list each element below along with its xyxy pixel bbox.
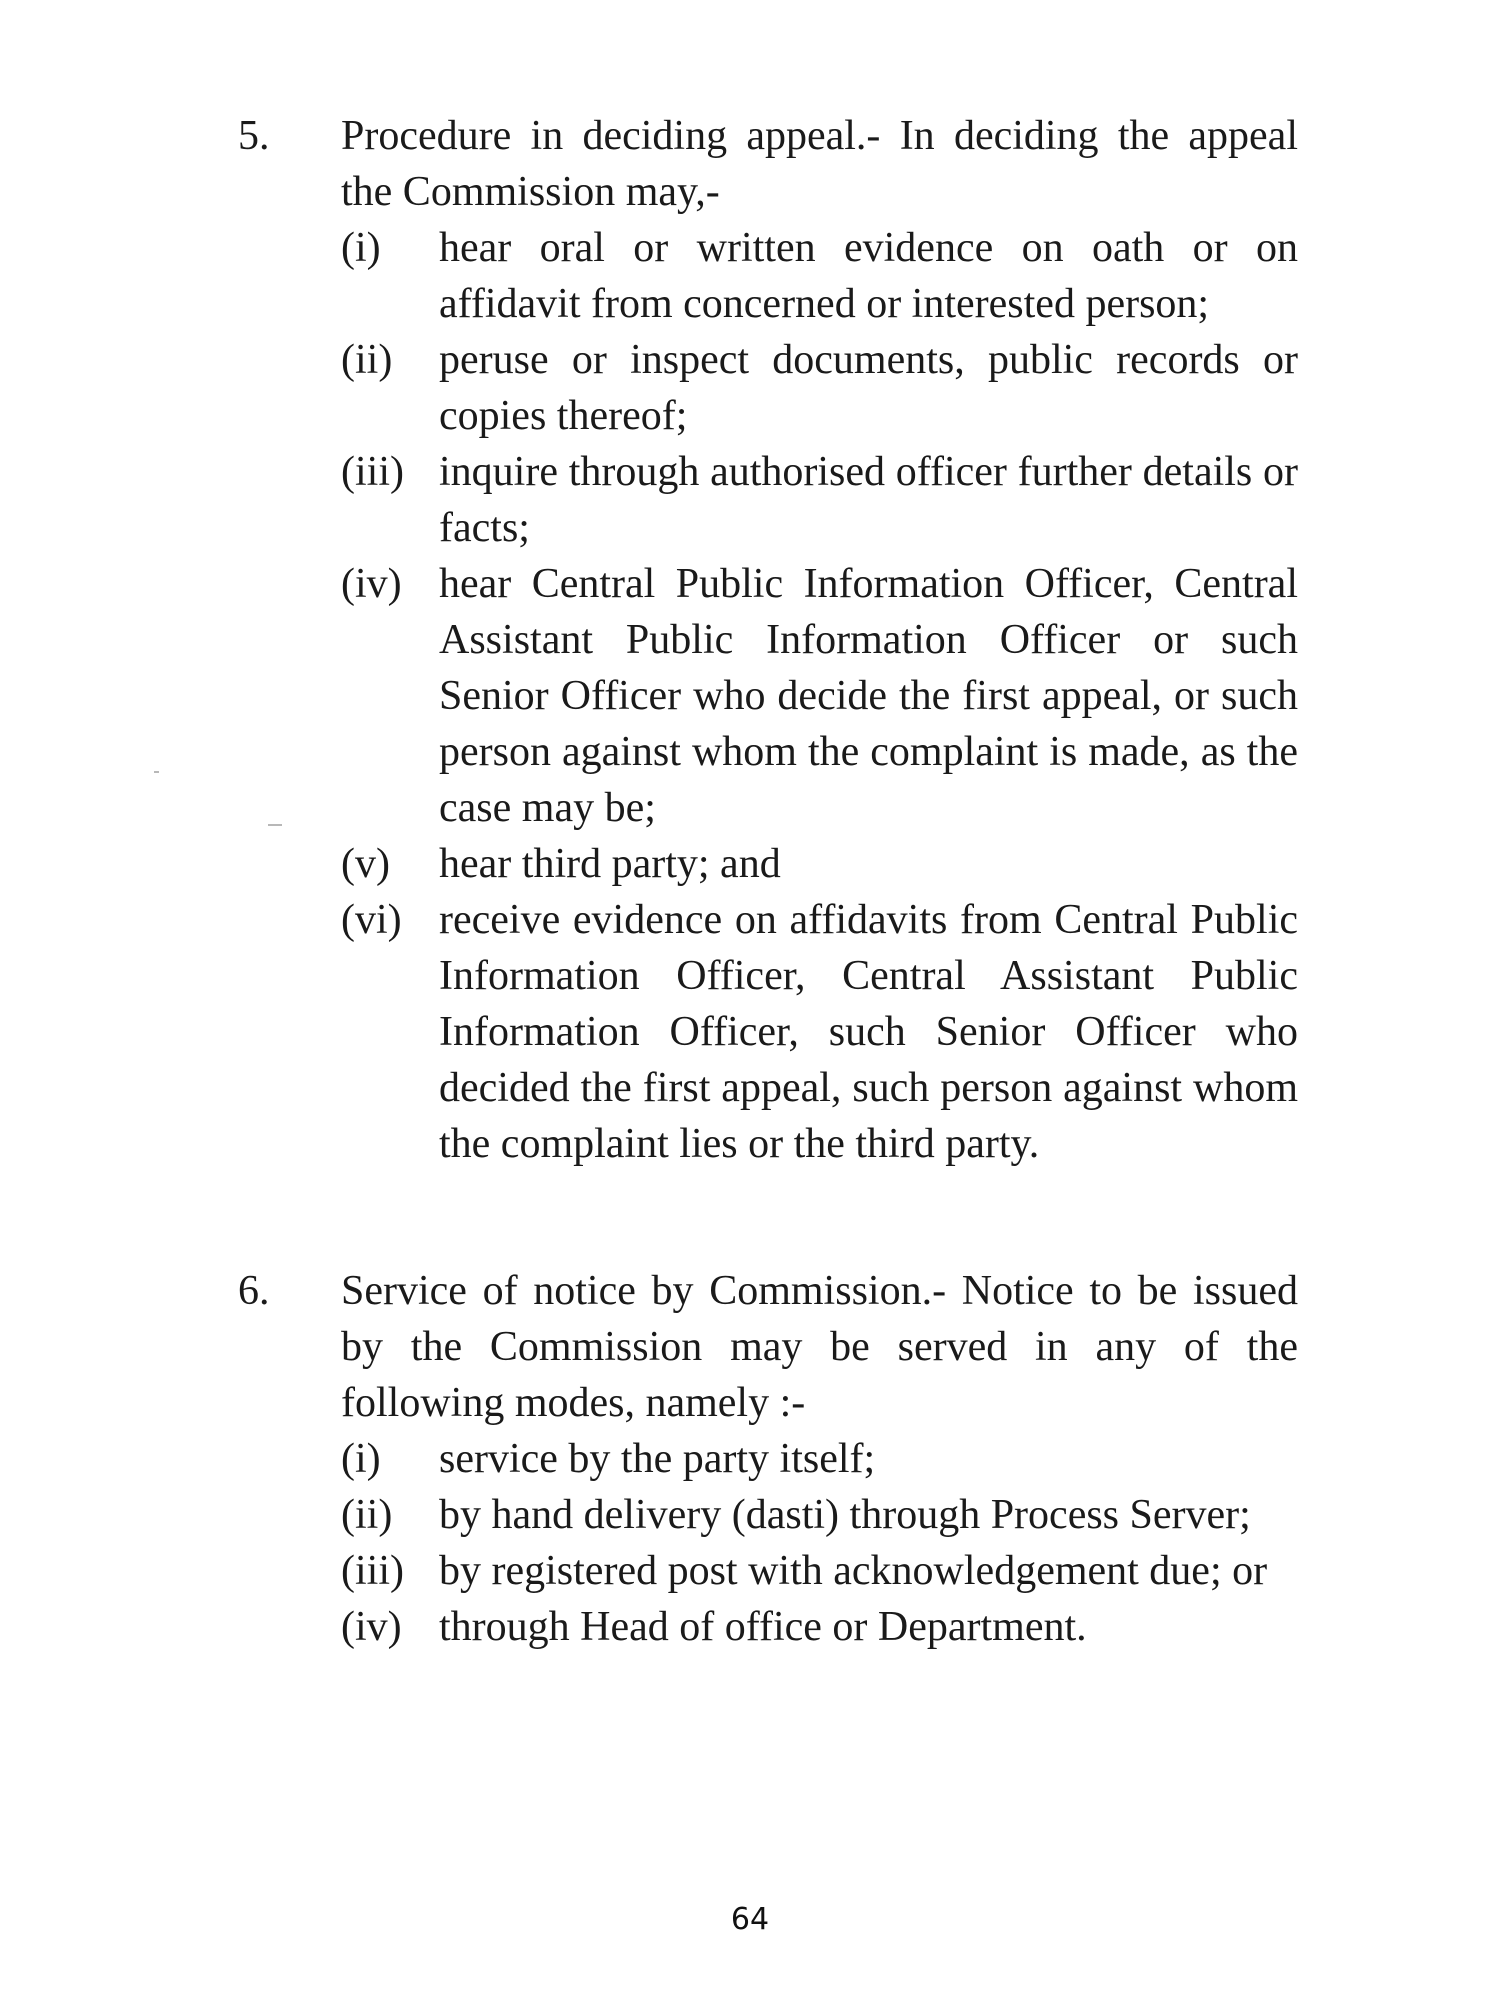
section-6	[238, 1263, 1298, 1655]
clause-text: inquire through authorised officer further details or facts;	[439, 449, 1298, 551]
clause-text: by registered post with acknowledgement due; or	[439, 1548, 1268, 1594]
clause-label: (v)	[341, 841, 390, 887]
section-number: 5.	[238, 113, 270, 159]
clause-item	[341, 556, 1298, 836]
clause-text: hear oral or written evidence on oath or on affidavit from concerned or interested person;	[439, 225, 1298, 327]
section-number: 6.	[238, 1268, 270, 1314]
clause-text: hear third party; and	[439, 841, 781, 887]
clause-label: (iv)	[341, 561, 402, 607]
margin-mark	[154, 771, 159, 773]
clause-text: service by the party itself;	[439, 1436, 876, 1482]
clause-text: receive evidence on affidavits from Central Public Information Officer, Central Assistant Public Information Officer, such Senior Officer who decided the first appeal, such person against whom the complaint lies or the third party.	[439, 897, 1298, 1167]
clause-label: (iii)	[341, 1548, 404, 1594]
clause-item	[341, 892, 1298, 1172]
section-body	[341, 1263, 1298, 1655]
section-heading: Procedure in deciding appeal.- In deciding the appeal the Commission may,-	[341, 113, 1298, 215]
clause-item	[341, 332, 1298, 444]
page-number: 64	[730, 1902, 770, 1937]
clause-label: (ii)	[341, 337, 393, 383]
clause-text: by hand delivery (dasti) through Process Server;	[439, 1492, 1251, 1538]
clause-label: (iii)	[341, 449, 404, 495]
clause-item	[341, 1487, 1298, 1543]
clause-item	[341, 836, 1298, 892]
clause-label: (ii)	[341, 1492, 393, 1538]
section-5	[238, 108, 1298, 1172]
section-heading: Service of notice by Commission.- Notice to be issued by the Commission may be served in any of the following modes, namely :-	[341, 1268, 1298, 1426]
clause-text: through Head of office or Department.	[439, 1604, 1087, 1650]
clause-label: (vi)	[341, 897, 402, 943]
clause-item	[341, 444, 1298, 556]
clause-item	[341, 1599, 1298, 1655]
clause-label: (i)	[341, 1436, 381, 1482]
section-body	[341, 108, 1298, 1172]
clause-label: (i)	[341, 225, 381, 271]
clause-text: peruse or inspect documents, public records or copies thereof;	[439, 337, 1298, 439]
clause-list	[341, 1431, 1298, 1655]
clause-text: hear Central Public Information Officer, Central Assistant Public Information Officer or such Senior Officer who decide the first appeal, or such person against whom the complaint is made, as the case may be;	[439, 561, 1298, 831]
clause-item	[341, 220, 1298, 332]
clause-label: (iv)	[341, 1604, 402, 1650]
clause-item	[341, 1431, 1298, 1487]
clause-item	[341, 1543, 1298, 1599]
clause-list	[341, 220, 1298, 1172]
